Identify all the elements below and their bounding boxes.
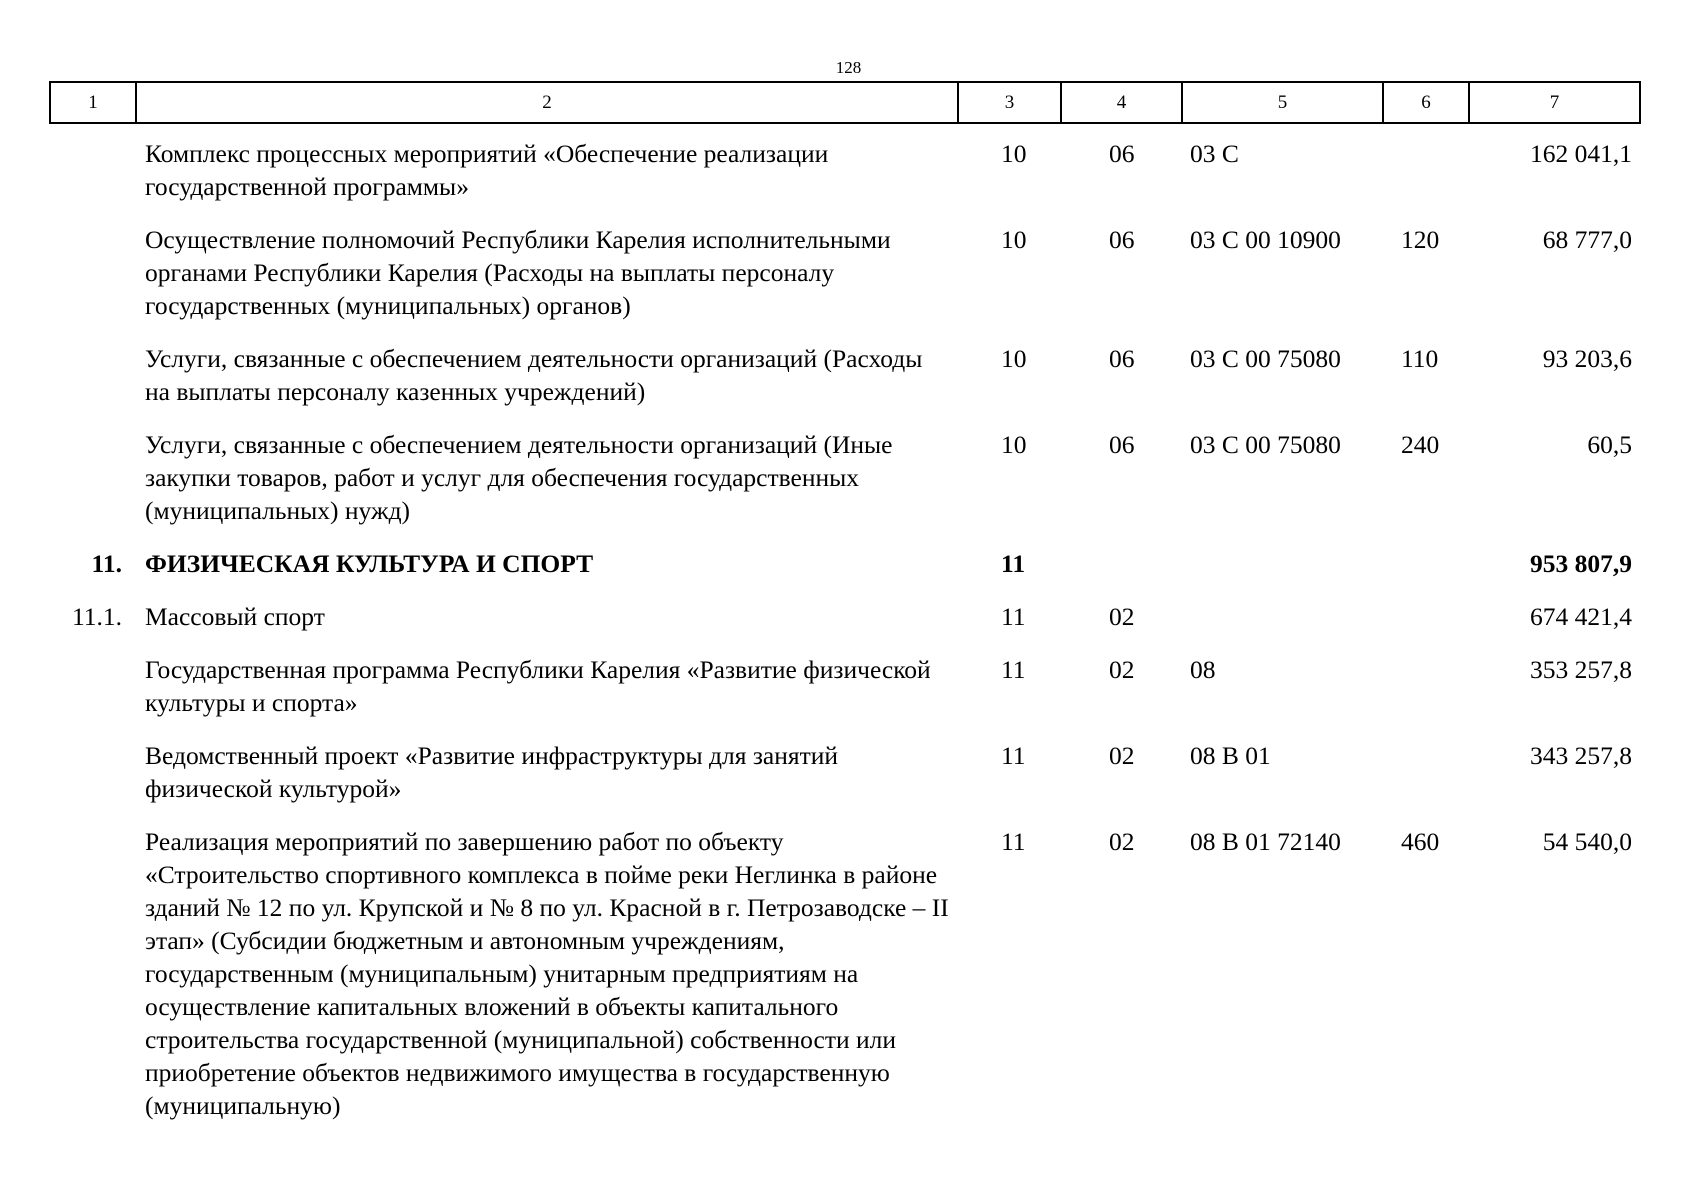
row-name: Услуги, связанные с обеспечением деятельности организаций (Иные закупки товаров, работ и услуг для обеспечения государственных (муниципальных) нужд) <box>145 430 893 525</box>
row-number <box>50 813 136 1130</box>
row-amount: 54 540,0 <box>1542 827 1632 856</box>
row-amount: 353 257,8 <box>1530 655 1632 684</box>
row-amount: 162 041,1 <box>1530 139 1632 168</box>
table-row <box>50 211 1640 330</box>
row-amount: 674 421,4 <box>1530 602 1632 631</box>
row-number: 11. <box>91 549 122 578</box>
row-amount: 343 257,8 <box>1530 741 1632 770</box>
row-number <box>50 330 136 416</box>
header-col-3: 3 <box>958 82 1061 123</box>
row-expense-type: 110 <box>1401 344 1439 373</box>
row-target-article: 03 С 00 75080 <box>1190 430 1341 459</box>
row-expense-type <box>1383 727 1469 813</box>
row-subsection: 06 <box>1109 344 1135 373</box>
table-row <box>50 416 1640 535</box>
row-number: 11.1. <box>71 602 122 631</box>
row-section: 11 <box>1001 549 1026 578</box>
row-target-article: 03 С <box>1190 139 1239 168</box>
row-expense-type: 240 <box>1401 430 1440 459</box>
row-target-article: 08 <box>1190 655 1216 684</box>
row-name: Осуществление полномочий Республики Карелия исполнительными органами Республики Карелия (Расходы на выплаты персоналу государственных (муниципальных) органов) <box>145 225 891 320</box>
row-number <box>50 211 136 330</box>
row-expense-type <box>1383 588 1469 641</box>
table-header <box>50 82 1640 123</box>
row-expense-type <box>1383 123 1469 211</box>
row-name: Комплекс процессных мероприятий «Обеспечение реализации государственной программы» <box>145 139 829 201</box>
budget-table <box>49 81 1641 1130</box>
row-amount: 93 203,6 <box>1542 344 1632 373</box>
row-subsection: 02 <box>1109 741 1135 770</box>
row-section: 10 <box>1001 225 1027 254</box>
table-row <box>50 813 1640 1130</box>
row-name: Государственная программа Республики Карелия «Развитие физической культуры и спорта» <box>145 655 931 717</box>
row-section: 11 <box>1001 741 1026 770</box>
header-col-7: 7 <box>1469 82 1640 123</box>
row-name: Массовый спорт <box>145 602 325 631</box>
row-subsection: 06 <box>1109 139 1135 168</box>
row-target-article: 03 С 00 10900 <box>1190 225 1341 254</box>
row-target-article: 08 В 01 72140 <box>1190 827 1341 856</box>
page-number: 128 <box>835 58 862 77</box>
row-section: 10 <box>1001 139 1027 168</box>
row-name: Реализация мероприятий по завершению работ по объекту «Строительство спортивного комплекса в пойме реки Неглинка в районе зданий № 12 по ул. Крупской и № 8 по ул. Красной в г. Петрозаводске – II этап» (Субсидии бюджетным и автономным учреждениям, государственным (муниципальным) унитарным предприятиям на осуществление капитальных вложений в объекты капитального строительства государственной (муниципальной) собственности или приобретение объектов недвижимого имущества в государственную (муниципальную) <box>145 827 949 1120</box>
row-section: 11 <box>1001 655 1026 684</box>
row-name: Ведомственный проект «Развитие инфраструктуры для занятий физической культурой» <box>145 741 839 803</box>
row-subsection: 06 <box>1109 225 1135 254</box>
header-col-1: 1 <box>50 82 136 123</box>
row-amount: 953 807,9 <box>1530 549 1632 578</box>
row-number <box>50 641 136 727</box>
row-expense-type <box>1383 641 1469 727</box>
table-row <box>50 123 1640 211</box>
row-target-article: 03 С 00 75080 <box>1190 344 1341 373</box>
header-col-4: 4 <box>1061 82 1182 123</box>
row-number <box>50 123 136 211</box>
row-section: 11 <box>1001 602 1026 631</box>
row-target-article <box>1182 535 1383 588</box>
table-row <box>50 535 1640 588</box>
row-amount: 68 777,0 <box>1542 225 1632 254</box>
row-expense-type <box>1383 535 1469 588</box>
row-expense-type: 460 <box>1401 827 1440 856</box>
row-subsection <box>1061 535 1182 588</box>
row-number <box>50 416 136 535</box>
row-section: 10 <box>1001 344 1027 373</box>
table-row <box>50 588 1640 641</box>
row-section: 11 <box>1001 827 1026 856</box>
row-number <box>50 727 136 813</box>
header-row <box>50 82 1640 123</box>
table-row <box>50 727 1640 813</box>
table-body <box>50 123 1640 1130</box>
row-section: 10 <box>1001 430 1027 459</box>
header-col-6: 6 <box>1383 82 1469 123</box>
table-row <box>50 330 1640 416</box>
row-subsection: 02 <box>1109 827 1135 856</box>
row-subsection: 02 <box>1109 602 1135 631</box>
row-target-article: 08 В 01 <box>1190 741 1271 770</box>
header-col-2: 2 <box>136 82 958 123</box>
table-row <box>50 641 1640 727</box>
header-col-5: 5 <box>1182 82 1383 123</box>
row-target-article <box>1182 588 1383 641</box>
row-subsection: 02 <box>1109 655 1135 684</box>
row-name: ФИЗИЧЕСКАЯ КУЛЬТУРА И СПОРТ <box>145 549 594 578</box>
row-amount: 60,5 <box>1587 430 1632 459</box>
row-name: Услуги, связанные с обеспечением деятельности организаций (Расходы на выплаты персоналу казенных учреждений) <box>145 344 923 406</box>
row-subsection: 06 <box>1109 430 1135 459</box>
row-expense-type: 120 <box>1401 225 1440 254</box>
